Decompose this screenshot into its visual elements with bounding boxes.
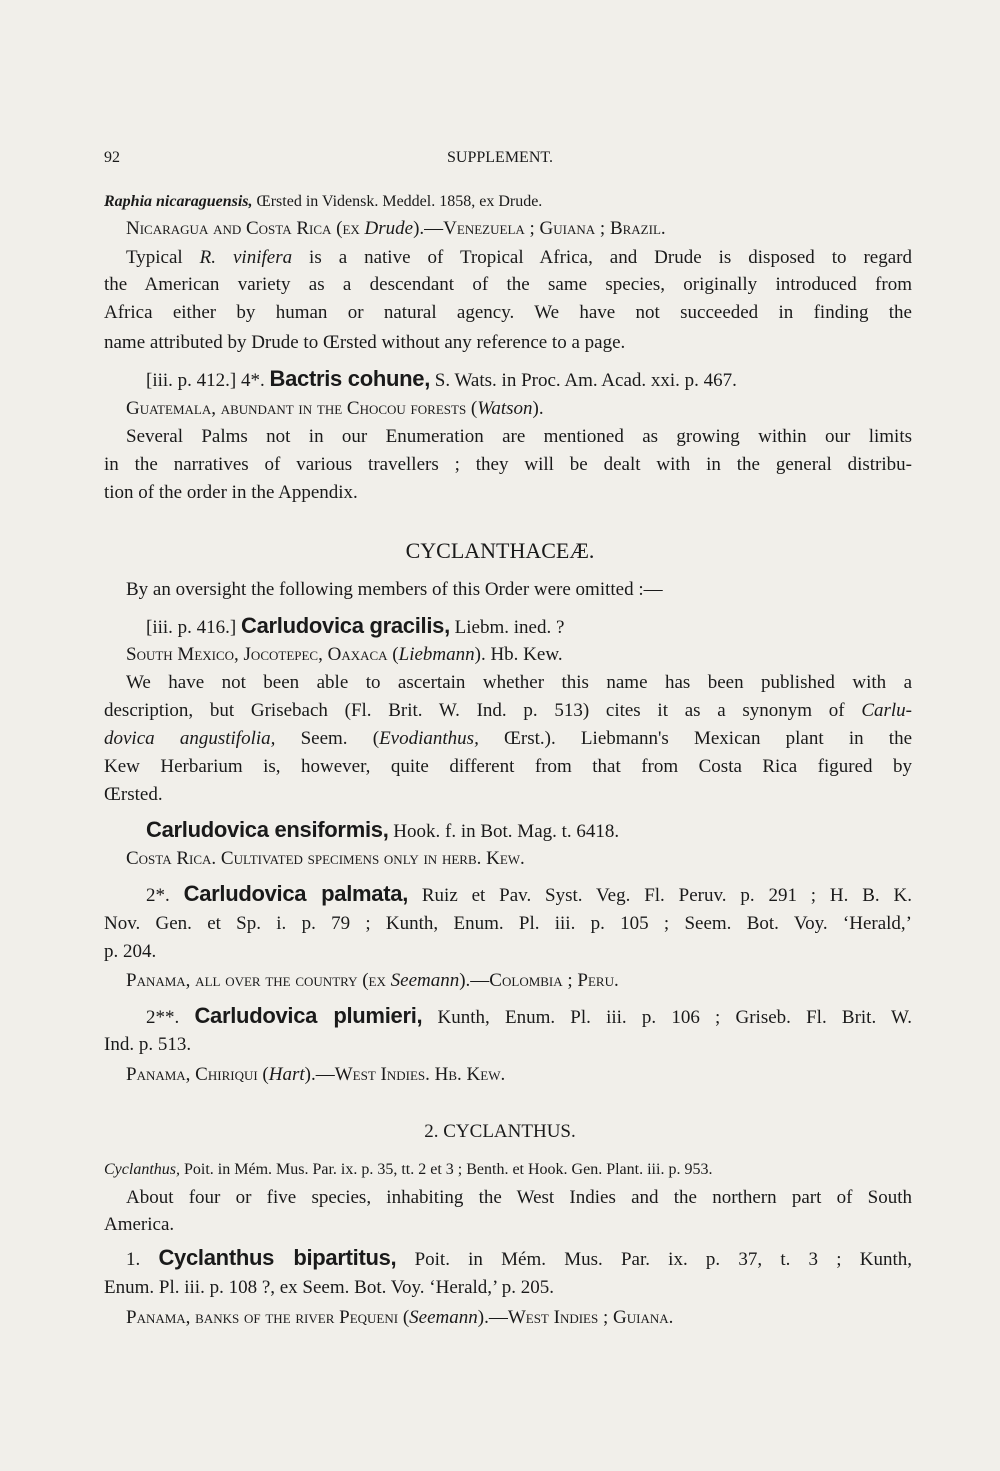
gracilis-dist-c: ). Hb. Kew.	[474, 644, 563, 665]
gracilis-para-line-2	[104, 699, 912, 723]
gracilis-p3-b: Seem. (	[275, 728, 380, 749]
gracilis-p3-d: Œrst.). Liebmann's Mexican plant in the	[478, 728, 913, 749]
raphia-p1-it: R. vinifera	[199, 247, 293, 268]
plumieri-distribution	[126, 1063, 912, 1087]
bactris-name: Bactris cohune,	[269, 366, 431, 391]
bipartitus-name: Cyclanthus bipartitus,	[158, 1245, 397, 1270]
raphia-dist-a: Nicaragua and Costa Rica (ex	[126, 218, 365, 239]
gracilis-dist-a: South Mexico, Jocotepec, Oaxaca (	[126, 644, 399, 665]
gracilis-distribution	[126, 643, 912, 667]
gracilis-para-line-1: We have not been able to ascertain whether this name has been published with a	[126, 672, 912, 693]
palmata-cite-line-3: p. 204.	[104, 941, 157, 962]
plumieri-cite: Kunth, Enum. Pl. iii. p. 106 ; Griseb. Fl. Brit. W.	[422, 1007, 912, 1028]
bipartitus-cite-line-2: Enum. Pl. iii. p. 108 ?, ex Seem. Bot. Voy. ‘Herald,’ p. 205.	[104, 1277, 554, 1298]
bactris-cite: S. Wats. in Proc. Am. Acad. xxi. p. 467.	[430, 370, 737, 391]
running-title: SUPPLEMENT.	[447, 149, 553, 166]
palmata-num: 2*.	[146, 885, 170, 906]
raphia-citation	[104, 190, 912, 214]
cyclanthus-heading: 2. CYCLANTHUS.	[424, 1121, 576, 1142]
bactris-entry	[146, 367, 954, 393]
raphia-ref: Œrsted in Vidensk. Meddel. 1858, ex Drude.	[252, 193, 543, 210]
page-number: 92	[104, 149, 120, 166]
gracilis-para-line-4: Kew Herbarium is, however, quite different from that from Costa Rica figured by	[104, 756, 912, 777]
gracilis-ref: [iii. p. 416.]	[146, 617, 237, 638]
palmata-dist-a: Panama, all over the country (ex	[126, 970, 391, 991]
gracilis-para-line-3	[104, 727, 912, 751]
raphia-para-line-3: Africa either by human or natural agency. We have not succeeded in finding the	[104, 302, 912, 323]
cyclanthus-genus-citation	[104, 1158, 912, 1182]
raphia-para-line-4: name attributed by Drude to Œrsted without any reference to a page.	[104, 332, 626, 353]
palmata-distribution	[126, 969, 912, 993]
plumieri-cite-line-2: Ind. p. 513.	[104, 1034, 192, 1055]
gracilis-cite: Liebm. ined. ?	[449, 617, 565, 638]
bipartitus-num: 1.	[126, 1249, 141, 1270]
bactris-distribution	[126, 397, 912, 421]
raphia-p1-rest: is a native of Tropical Africa, and Drude is disposed to regard	[292, 247, 913, 268]
bipartitus-dist-a: Panama, banks of the river Pequeni (	[126, 1307, 410, 1328]
bactris-ref: [iii. p. 412.]	[146, 370, 237, 391]
gracilis-dist-b: Liebmann	[398, 644, 475, 665]
plumieri-name: Carludovica plumieri,	[194, 1003, 423, 1028]
cyclanthaceae-intro: By an oversight the following members of this Order were omitted :—	[126, 579, 663, 600]
bactris-num: 4*.	[241, 370, 265, 391]
palmata-entry	[146, 882, 912, 908]
plumieri-dist-c: ).—West Indies. Hb. Kew.	[304, 1064, 506, 1085]
palms-para-line-2: in the narratives of various travellers ; they will be dealt with in the general distribu-	[104, 454, 912, 475]
palms-para-line-3: tion of the order in the Appendix.	[104, 482, 358, 503]
raphia-p1: Typical	[126, 247, 200, 268]
raphia-dist-b: Drude	[364, 218, 414, 239]
palmata-dist-b: Seemann	[390, 970, 460, 991]
cyclanthus-genus-ref: Poit. in Mém. Mus. Par. ix. p. 35, tt. 2 et 3 ; Benth. et Hook. Gen. Plant. iii. p. 953.	[180, 1161, 713, 1178]
plumieri-entry	[146, 1004, 912, 1030]
ensiformis-distribution: Costa Rica. Cultivated specimens only in herb. Kew.	[126, 848, 525, 869]
ensiformis-entry	[146, 818, 954, 844]
raphia-name: Raphia nicaraguensis,	[104, 193, 253, 210]
gracilis-para-line-5: Œrsted.	[104, 784, 163, 805]
gracilis-p3-a: dovica angustifolia,	[104, 728, 276, 749]
gracilis-p2-a: description, but Grisebach (Fl. Brit. W. Ind. p. 513) cites it as a synonym of	[104, 700, 862, 721]
bipartitus-cite: Poit. in Mém. Mus. Par. ix. p. 37, t. 3 ; Kunth,	[396, 1249, 912, 1270]
raphia-dist-c: ).—Venezuela ; Guiana ; Brazil.	[413, 218, 666, 239]
cyclanthus-about-line-1: About four or five species, inhabiting the West Indies and the northern part of South	[126, 1187, 912, 1208]
gracilis-p3-c: Evodianthus,	[379, 728, 479, 749]
cyclanthaceae-heading: CYCLANTHACEÆ.	[405, 538, 595, 563]
cyclanthus-genus: Cyclanthus,	[104, 1161, 180, 1178]
raphia-para-line-2: the American variety as a descendant of the same species, originally introduced from	[104, 274, 912, 295]
bipartitus-dist-c: ).—West Indies ; Guiana.	[477, 1307, 674, 1328]
bactris-dist-b: Watson	[477, 398, 533, 419]
plumieri-dist-a: Panama, Chiriqui (	[126, 1064, 269, 1085]
bactris-dist-a: Guatemala, abundant in the Chocou forests (	[126, 398, 478, 419]
palmata-cite-line-2: Nov. Gen. et Sp. i. p. 79 ; Kunth, Enum. Pl. iii. p. 105 ; Seem. Bot. Voy. ‘Herald,’	[104, 913, 912, 934]
cyclanthus-about-line-2: America.	[104, 1214, 175, 1235]
plumieri-num: 2**.	[146, 1007, 180, 1028]
gracilis-entry	[146, 614, 954, 640]
palmata-dist-c: ).—Colombia ; Peru.	[459, 970, 619, 991]
bipartitus-distribution	[126, 1306, 912, 1330]
bipartitus-dist-b: Seemann	[409, 1307, 478, 1328]
raphia-para-line-1	[126, 246, 912, 270]
gracilis-p2-b: Carlu-	[861, 700, 912, 721]
palmata-cite: Ruiz et Pav. Syst. Veg. Fl. Peruv. p. 291 ; H. B. K.	[408, 885, 912, 906]
ensiformis-name: Carludovica ensiformis,	[146, 817, 389, 842]
plumieri-dist-b: Hart	[268, 1064, 305, 1085]
bactris-dist-c: ).	[532, 398, 544, 419]
bipartitus-entry	[126, 1246, 912, 1272]
palms-para-line-1: Several Palms not in our Enumeration are mentioned as growing within our limits	[126, 426, 912, 447]
ensiformis-cite: Hook. f. in Bot. Mag. t. 6418.	[388, 821, 620, 842]
raphia-distribution	[126, 217, 912, 241]
palmata-name: Carludovica palmata,	[183, 881, 409, 906]
gracilis-name: Carludovica gracilis,	[241, 613, 450, 638]
